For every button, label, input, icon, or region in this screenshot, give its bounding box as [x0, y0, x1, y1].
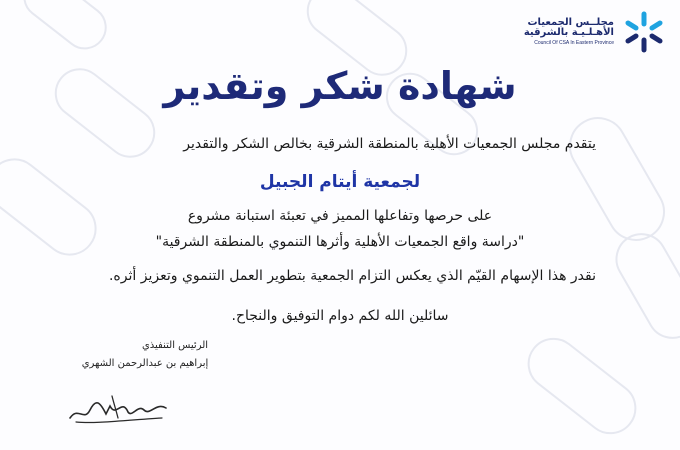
council-logo-icon — [622, 10, 666, 54]
recipient-organization: لجمعية أيتام الجبيل — [259, 172, 421, 192]
council-logo — [524, 10, 666, 54]
certificate-intro: يتقدم مجلس الجمعيات الأهلية بالمنطقة الشرقية بخالص الشكر والتقدير — [183, 136, 596, 152]
body-line-1: على حرصها وتفاعلها المميز في تعبئة استبانة مشروع — [187, 208, 493, 224]
body-line-3: نقدر هذا الإسهام القيّم الذي يعكس التزام الجمعية بتطوير العمل التنموي وتعزيز أثره. — [108, 268, 596, 284]
project-name: "دراسة واقع الجمعيات الأهلية وأثرها التنموي بالمنطقة الشرقية" — [155, 234, 525, 250]
closing-line: سائلين الله لكم دوام التوفيق والنجاح. — [231, 308, 449, 324]
signatory-name: إبراهيم بن عبدالرحمن الشهري — [81, 358, 209, 369]
logo-name-line1: مجلــس الجمعيات — [527, 16, 614, 28]
logo-name-line2: الأهـلـيـة بالشرقية — [523, 27, 614, 39]
handwritten-signature — [66, 388, 176, 428]
certificate-title: شهادة شكر وتقدير — [163, 64, 517, 108]
decor-capsule — [517, 327, 647, 444]
signatory-title: الرئيس التنفيذي — [141, 340, 209, 351]
decor-capsule — [14, 0, 115, 58]
logo-name-english: Council Of CSA In Eastern Province — [534, 39, 614, 46]
